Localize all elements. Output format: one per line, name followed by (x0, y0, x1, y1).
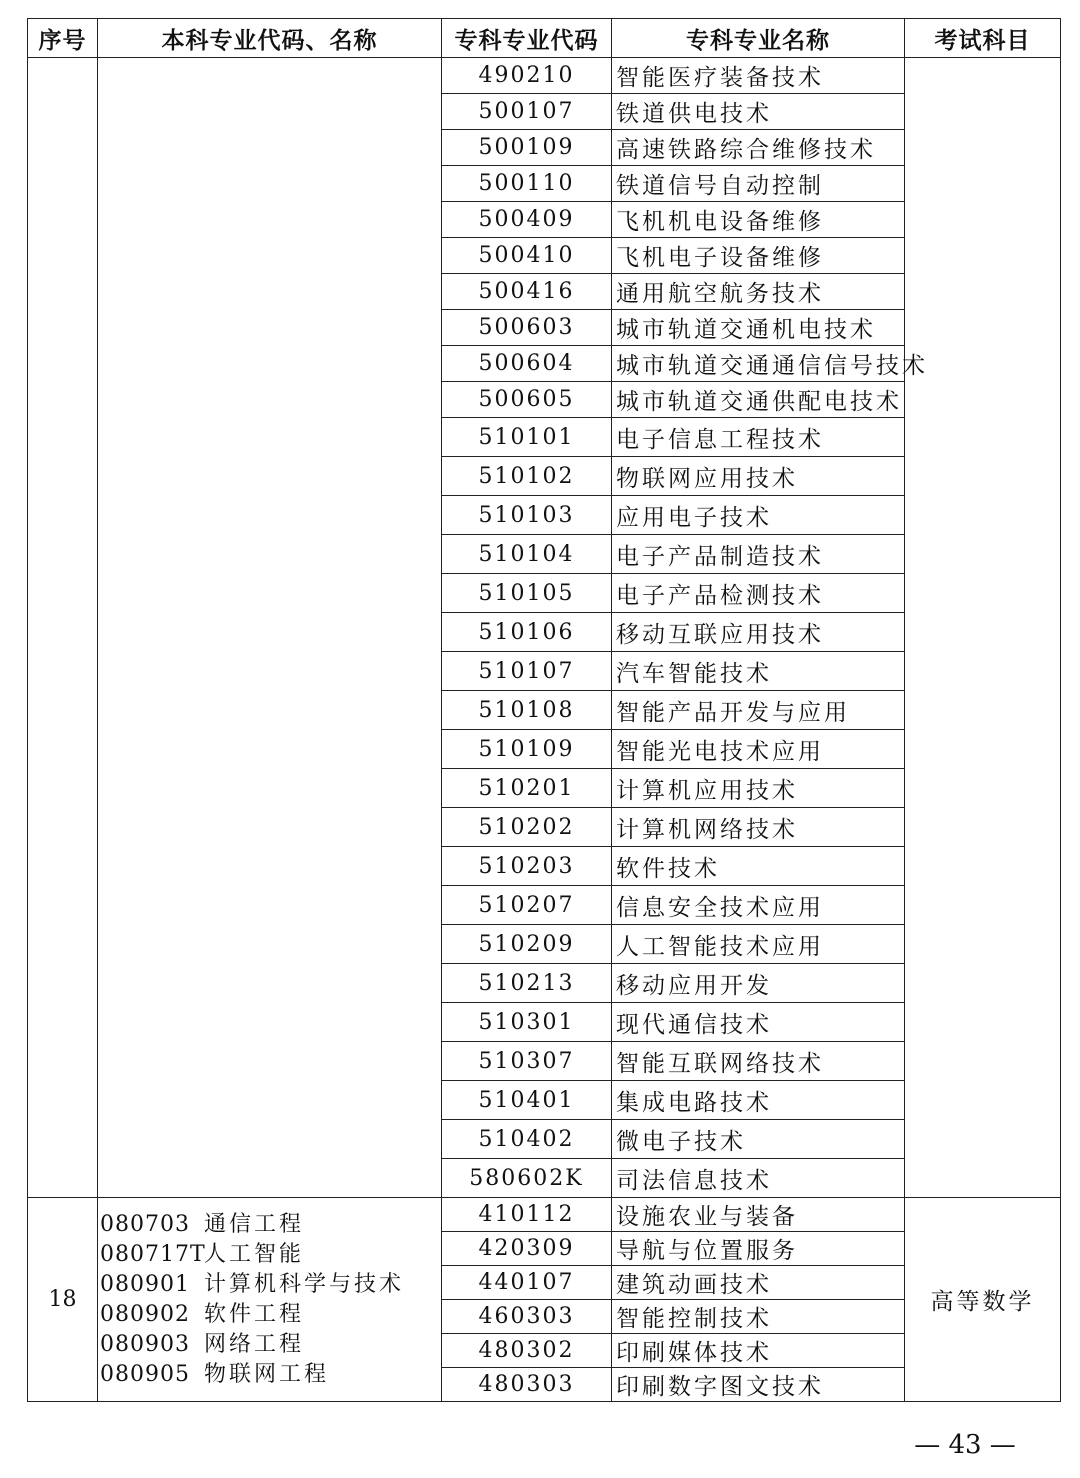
table-body (28, 58, 1061, 1402)
specialty-code: 420309 (442, 1232, 612, 1266)
undergrad-name: 物联网工程 (204, 1361, 330, 1387)
undergrad-item (100, 1210, 441, 1240)
exam-cell (905, 58, 1061, 1198)
specialty-name: 信息安全技术应用 (612, 886, 905, 925)
header-seq: 序号 (28, 19, 98, 58)
specialty-code: 510103 (442, 496, 612, 535)
undergrad-code: 080902 (100, 1301, 190, 1327)
specialty-code: 510301 (442, 1003, 612, 1042)
undergrad-name: 软件工程 (204, 1301, 305, 1327)
undergrad-item (100, 1330, 441, 1360)
specialty-code: 510209 (442, 925, 612, 964)
specialty-name: 导航与位置服务 (612, 1232, 905, 1266)
specialty-name: 城市轨道交通供配电技术 (612, 382, 905, 418)
specialty-code: 510201 (442, 769, 612, 808)
undergrad-item (100, 1360, 441, 1390)
specialty-code: 460303 (442, 1300, 612, 1334)
specialty-name: 计算机应用技术 (612, 769, 905, 808)
page-number: — 43 — (914, 1430, 1016, 1460)
header-undergrad: 本科专业代码、名称 (98, 19, 442, 58)
undergrad-name: 通信工程 (204, 1211, 305, 1237)
specialty-name: 智能产品开发与应用 (612, 691, 905, 730)
specialty-code: 510105 (442, 574, 612, 613)
specialty-code: 410112 (442, 1198, 612, 1232)
specialty-code: 510213 (442, 964, 612, 1003)
undergrad-code: 080905 (100, 1361, 190, 1387)
specialty-code: 510104 (442, 535, 612, 574)
specialty-name: 飞机机电设备维修 (612, 202, 905, 238)
undergrad-name: 网络工程 (204, 1331, 305, 1357)
specialty-code: 500409 (442, 202, 612, 238)
undergrad-name: 计算机科学与技术 (204, 1271, 405, 1297)
header-name: 专科专业名称 (612, 19, 905, 58)
specialty-name: 印刷媒体技术 (612, 1334, 905, 1368)
specialty-code: 510107 (442, 652, 612, 691)
exam-cell: 高等数学 (905, 1198, 1061, 1402)
specialty-code: 510401 (442, 1081, 612, 1120)
specialty-name: 应用电子技术 (612, 496, 905, 535)
undergrad-item (100, 1300, 441, 1330)
table-row (28, 1198, 1061, 1232)
specialty-code: 500410 (442, 238, 612, 274)
specialty-name: 城市轨道交通机电技术 (612, 310, 905, 346)
specialty-name: 电子产品制造技术 (612, 535, 905, 574)
specialty-code: 480302 (442, 1334, 612, 1368)
undergrad-name: 人工智能 (204, 1241, 305, 1267)
specialty-code: 500416 (442, 274, 612, 310)
specialty-code: 510307 (442, 1042, 612, 1081)
specialty-name: 智能光电技术应用 (612, 730, 905, 769)
undergrad-code: 080717T (100, 1241, 206, 1267)
specialty-code: 510108 (442, 691, 612, 730)
specialty-code: 500604 (442, 346, 612, 382)
major-table (27, 18, 1061, 1402)
specialty-code: 510202 (442, 808, 612, 847)
specialty-name: 智能医疗装备技术 (612, 58, 905, 94)
specialty-code: 510102 (442, 457, 612, 496)
specialty-name: 铁道信号自动控制 (612, 166, 905, 202)
specialty-name: 现代通信技术 (612, 1003, 905, 1042)
specialty-name: 移动互联应用技术 (612, 613, 905, 652)
specialty-code: 510101 (442, 418, 612, 457)
specialty-code: 510109 (442, 730, 612, 769)
specialty-code: 490210 (442, 58, 612, 94)
undergrad-item (100, 1270, 441, 1300)
specialty-code: 500603 (442, 310, 612, 346)
specialty-name: 电子产品检测技术 (612, 574, 905, 613)
specialty-name: 微电子技术 (612, 1120, 905, 1159)
specialty-code: 510106 (442, 613, 612, 652)
header-exam: 考试科目 (905, 19, 1061, 58)
undergrad-code: 080901 (100, 1271, 190, 1297)
seq-cell: 18 (28, 1198, 98, 1402)
undergrad-code: 080903 (100, 1331, 190, 1357)
specialty-name: 飞机电子设备维修 (612, 238, 905, 274)
specialty-name: 通用航空航务技术 (612, 274, 905, 310)
specialty-name: 软件技术 (612, 847, 905, 886)
specialty-name: 设施农业与装备 (612, 1198, 905, 1232)
specialty-code: 500109 (442, 130, 612, 166)
undergrad-code: 080703 (100, 1211, 190, 1237)
specialty-name: 高速铁路综合维修技术 (612, 130, 905, 166)
specialty-code: 500110 (442, 166, 612, 202)
specialty-name: 印刷数字图文技术 (612, 1368, 905, 1402)
seq-cell (28, 58, 98, 1198)
specialty-code: 500107 (442, 94, 612, 130)
specialty-name: 移动应用开发 (612, 964, 905, 1003)
header-code: 专科专业代码 (442, 19, 612, 58)
specialty-name: 物联网应用技术 (612, 457, 905, 496)
specialty-name: 司法信息技术 (612, 1159, 905, 1198)
table-header-row (28, 19, 1061, 58)
undergrad-cell (98, 1198, 442, 1402)
specialty-code: 480303 (442, 1368, 612, 1402)
specialty-code: 510402 (442, 1120, 612, 1159)
specialty-code: 580602K (442, 1159, 612, 1198)
specialty-name: 城市轨道交通通信信号技术 (612, 346, 905, 382)
specialty-name: 建筑动画技术 (612, 1266, 905, 1300)
specialty-name: 集成电路技术 (612, 1081, 905, 1120)
specialty-code: 500605 (442, 382, 612, 418)
specialty-name: 电子信息工程技术 (612, 418, 905, 457)
specialty-name: 智能控制技术 (612, 1300, 905, 1334)
specialty-name: 智能互联网络技术 (612, 1042, 905, 1081)
specialty-name: 计算机网络技术 (612, 808, 905, 847)
undergrad-item (100, 1240, 441, 1270)
table-row (28, 58, 1061, 94)
specialty-name: 汽车智能技术 (612, 652, 905, 691)
specialty-name: 人工智能技术应用 (612, 925, 905, 964)
specialty-code: 510207 (442, 886, 612, 925)
specialty-code: 440107 (442, 1266, 612, 1300)
specialty-code: 510203 (442, 847, 612, 886)
specialty-name: 铁道供电技术 (612, 94, 905, 130)
undergrad-cell (98, 58, 442, 1198)
